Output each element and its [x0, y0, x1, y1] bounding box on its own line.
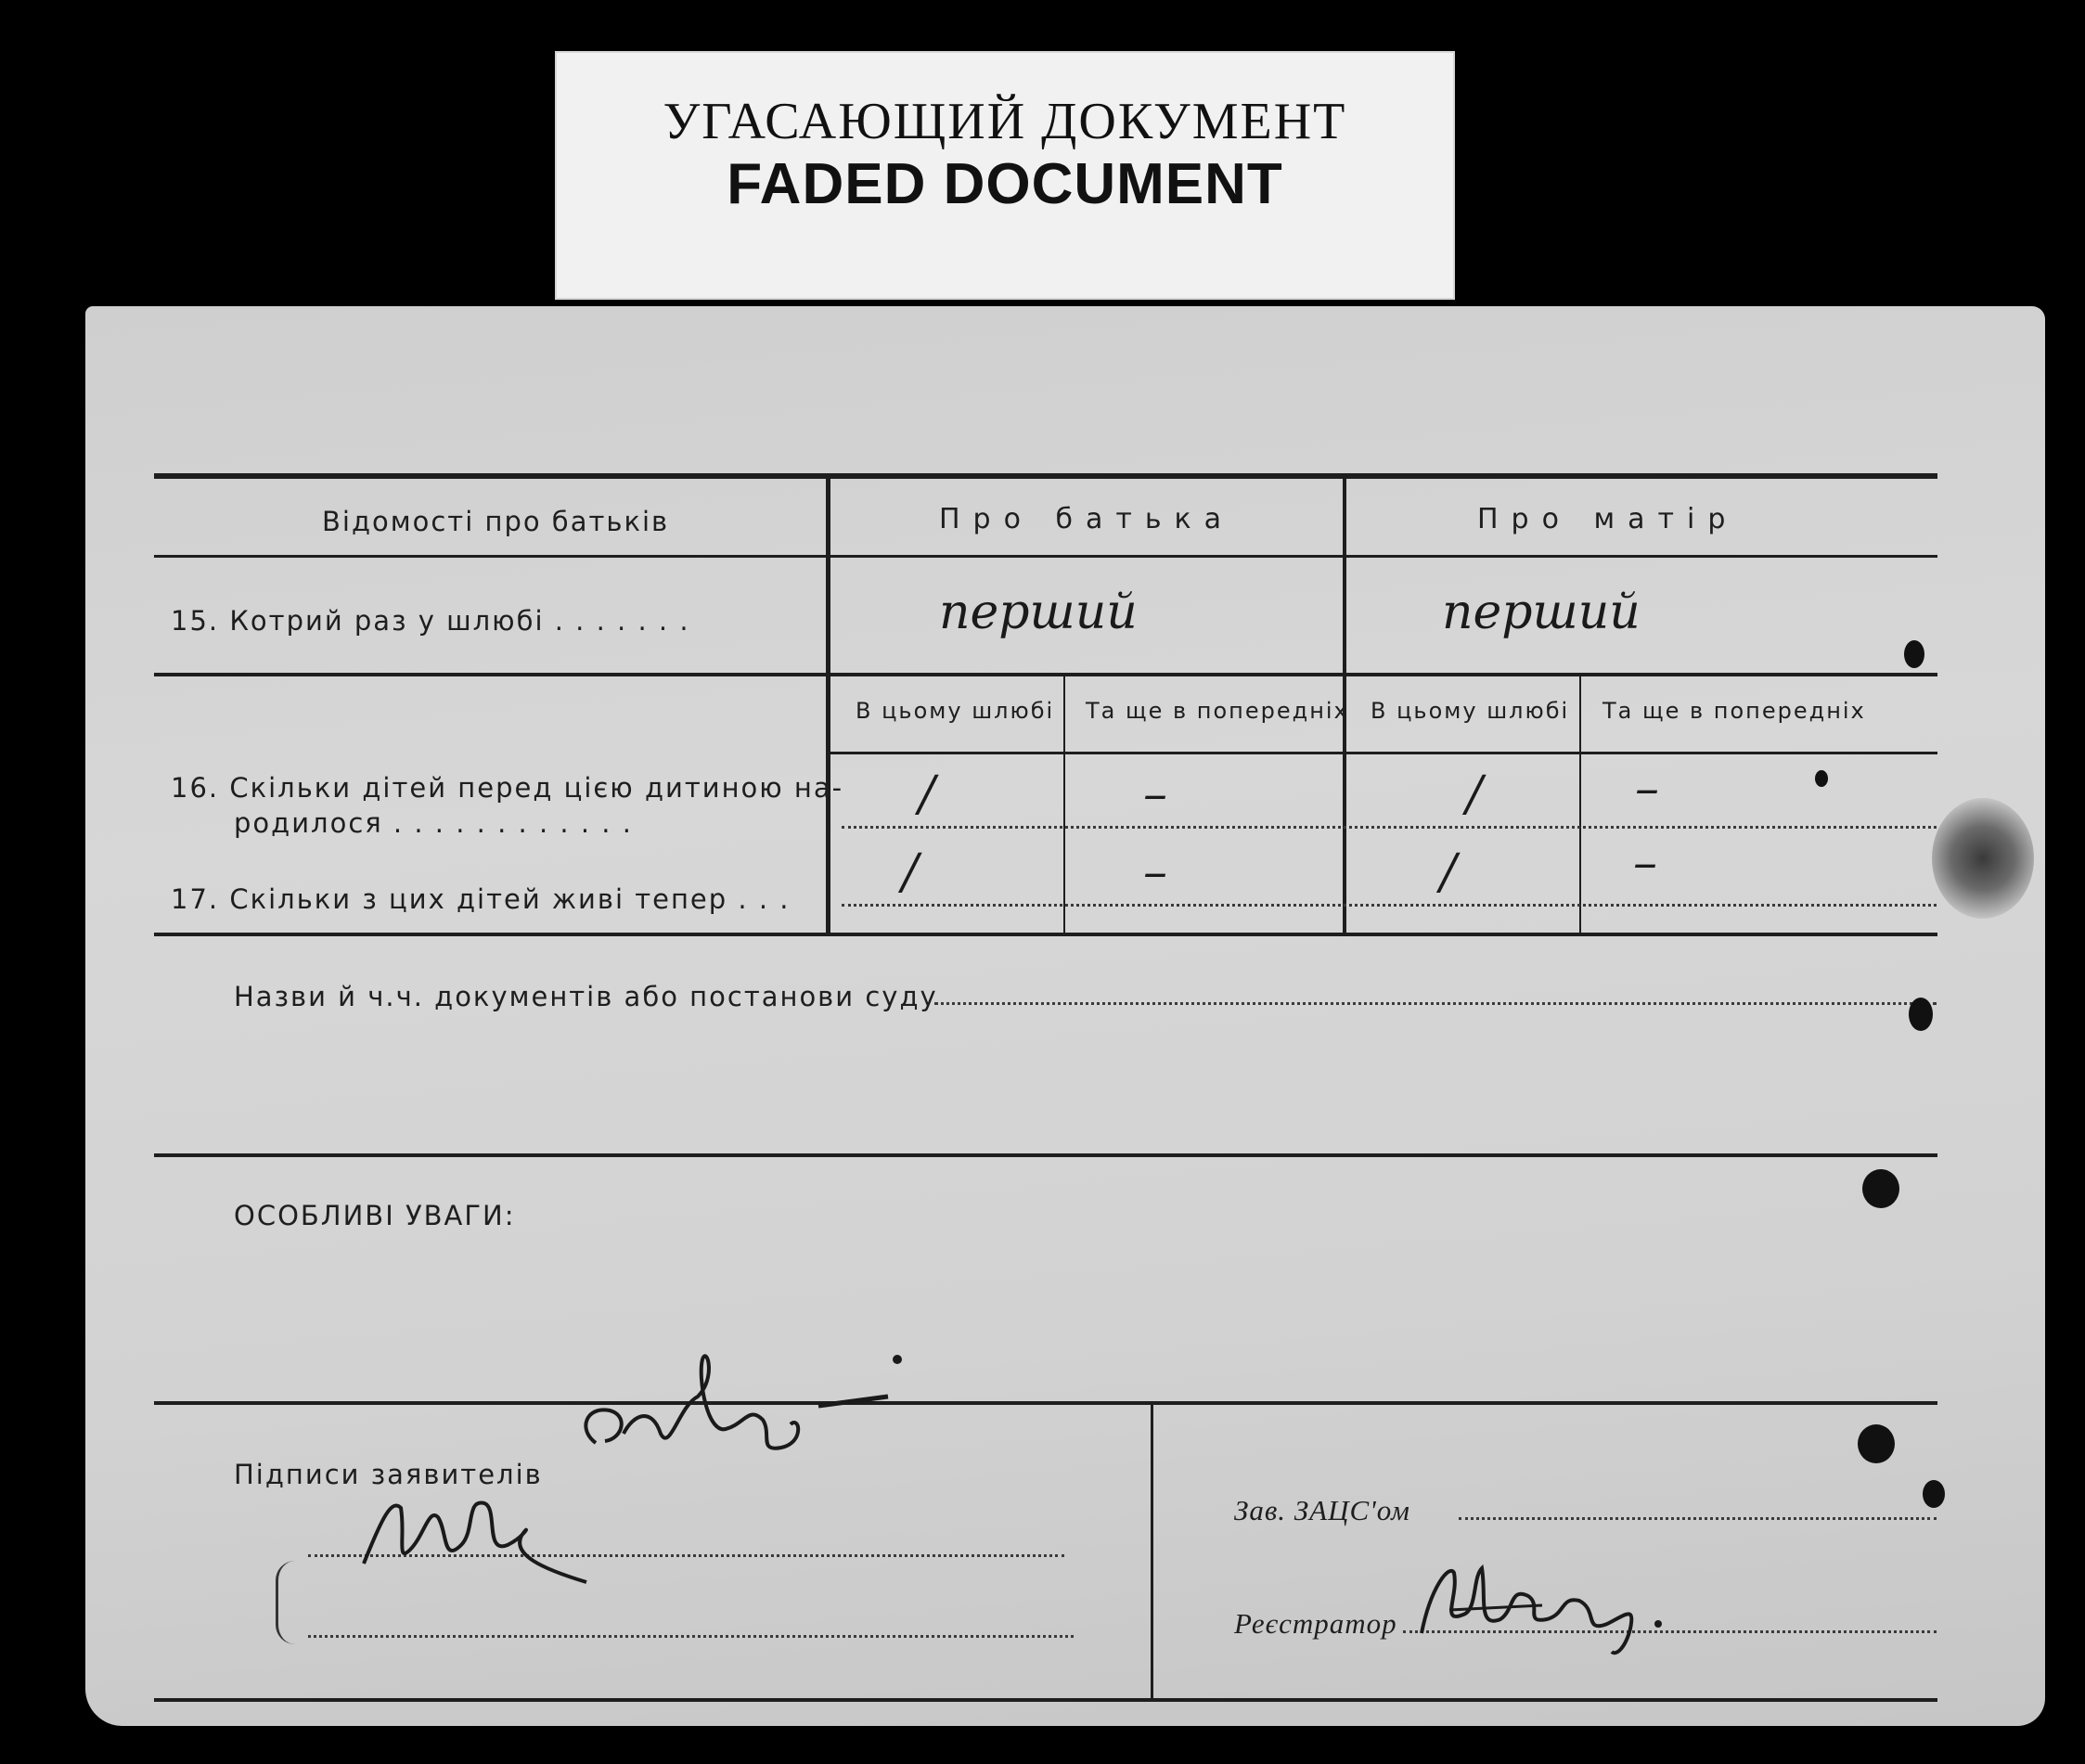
col-divider-mother-sub — [1579, 676, 1581, 933]
documents-bottom-rule — [154, 1153, 1937, 1157]
punch-hole-2 — [1909, 998, 1933, 1031]
head-signature-line — [1459, 1517, 1937, 1520]
subheader-mother-this-marriage: В цьому шлюбі — [1371, 698, 1570, 724]
row16-mother-this: / — [1466, 766, 1483, 822]
row15-label: 15. Котрий раз у шлюбі . . . . . . . — [171, 605, 690, 637]
documents-label: Назви й ч.ч. документів або постанови суду — [234, 981, 938, 1012]
row17-label: 17. Скільки з цих дітей живі тепер . . . — [171, 883, 791, 915]
punch-hole-3 — [1862, 1169, 1899, 1208]
applicants-signatures-label: Підписи заявителів — [234, 1459, 543, 1490]
registrar-label: Реєстратор — [1234, 1607, 1397, 1640]
header-bottom-rule — [154, 555, 1937, 558]
row15-mother-value: перший — [1442, 585, 1641, 640]
punch-hole-5 — [1923, 1480, 1945, 1508]
row16-father-this: / — [919, 766, 935, 822]
applicant-signature-1-scribble — [568, 1341, 976, 1461]
applicants-bracket — [276, 1561, 295, 1644]
subheader-bottom-rule — [826, 752, 1937, 754]
applicant-signature-line-2 — [308, 1635, 1074, 1638]
documents-dotted-line — [934, 1002, 1937, 1005]
row16-label-line2: родилося . . . . . . . . . . . . — [234, 807, 633, 839]
applicant-signature-2-scribble — [354, 1480, 596, 1591]
label-english: FADED DOCUMENT — [727, 152, 1283, 216]
subheader-father-this-marriage: В цьому шлюбі — [856, 698, 1055, 724]
form-bottom-rule — [154, 1698, 1937, 1702]
col-divider-father-sub — [1063, 676, 1065, 933]
col-divider-info — [826, 479, 830, 933]
row17-mother-this: / — [1440, 844, 1457, 900]
row15-father-value: перший — [939, 585, 1138, 640]
table-bottom-rule — [154, 933, 1937, 936]
subheader-mother-previous: Та ще в попередніх — [1602, 698, 1866, 724]
table-top-rule — [154, 473, 1937, 479]
header-father: Про батька — [939, 503, 1235, 535]
head-of-registry-label: Зав. ЗАЦС'ом — [1234, 1494, 1410, 1526]
row16-dotted-line — [842, 826, 1937, 829]
subheader-father-previous: Та ще в попередніх — [1086, 698, 1349, 724]
row15-bottom-rule — [154, 673, 1937, 676]
row16-mother-previous: – — [1635, 761, 1659, 817]
form-paper — [85, 306, 2045, 1726]
signatures-divider — [1151, 1405, 1153, 1698]
registrar-signature-scribble — [1412, 1559, 1728, 1661]
stain-circle — [1932, 798, 2034, 919]
ink-mark — [1815, 770, 1828, 787]
row17-father-this: / — [902, 844, 919, 900]
header-parents-info: Відомості про батьків — [322, 506, 670, 537]
punch-hole-4 — [1858, 1424, 1895, 1463]
signatures-top-rule — [154, 1401, 1937, 1405]
row17-father-previous: – — [1143, 844, 1167, 900]
row17-mother-previous: – — [1633, 835, 1657, 891]
label-russian: УГАСАЮЩИЙ ДОКУМЕНТ — [663, 93, 1347, 150]
row16-label-line1: 16. Скільки дітей перед цією дитиною на- — [171, 772, 844, 804]
special-notes-label: ОСОБЛИВІ УВАГИ: — [234, 1200, 516, 1231]
row17-dotted-line — [842, 904, 1937, 907]
punch-hole-1 — [1904, 640, 1924, 668]
header-mother: Про матір — [1477, 503, 1739, 535]
row16-father-previous: – — [1143, 766, 1167, 822]
faded-document-label — [555, 51, 1455, 300]
